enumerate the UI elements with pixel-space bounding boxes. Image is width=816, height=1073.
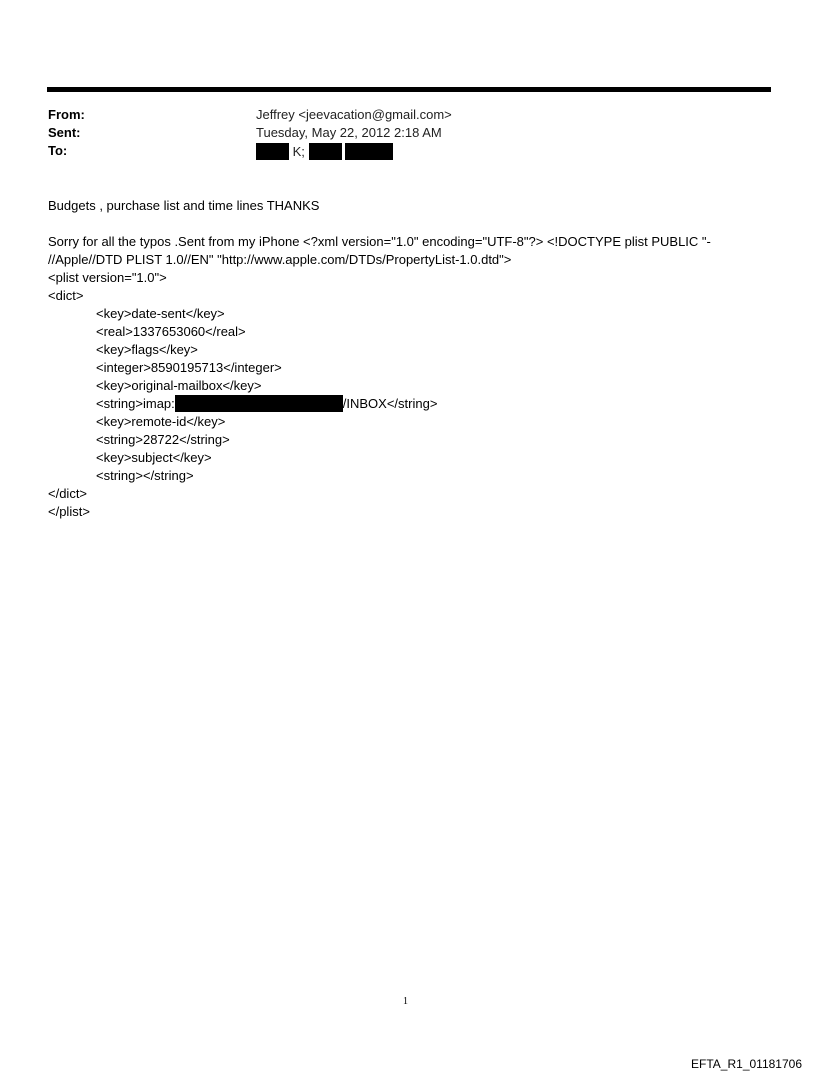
from-value: Jeffrey <jeevacation@gmail.com> bbox=[256, 107, 452, 122]
bates-number: EFTA_R1_01181706 bbox=[691, 1057, 802, 1071]
sent-value: Tuesday, May 22, 2012 2:18 AM bbox=[256, 125, 442, 140]
plist-item: <key>original-mailbox</key> bbox=[96, 378, 262, 393]
to-value bbox=[256, 143, 393, 161]
plist-item: <string>28722</string> bbox=[96, 432, 230, 447]
plist-item: <string></string> bbox=[96, 468, 194, 483]
body-line: </plist> bbox=[48, 504, 90, 519]
header-divider bbox=[47, 87, 771, 92]
redaction-block bbox=[309, 143, 342, 160]
from-label: From: bbox=[48, 107, 85, 122]
plist-item: <string>imap: bbox=[96, 396, 175, 411]
plist-item: <key>flags</key> bbox=[96, 342, 198, 357]
redaction-block bbox=[175, 395, 343, 412]
plist-item: <key>date-sent</key> bbox=[96, 306, 225, 321]
to-label: To: bbox=[48, 143, 68, 158]
to-fragment: K; bbox=[292, 144, 305, 159]
body-line: Sorry for all the typos .Sent from my iPhone <?xml version="1.0" encoding="UTF-8"?> <!DOCTYPE plist PUBLIC "- bbox=[48, 234, 711, 249]
body-line: Budgets , purchase list and time lines THANKS bbox=[48, 198, 320, 213]
plist-item: <key>subject</key> bbox=[96, 450, 212, 465]
plist-imap-line bbox=[96, 395, 437, 413]
imap-suffix: /INBOX</string> bbox=[342, 396, 438, 411]
body-line: <plist version="1.0"> bbox=[48, 270, 167, 285]
body-line: </dict> bbox=[48, 486, 88, 501]
plist-item: <real>1337653060</real> bbox=[96, 324, 246, 339]
plist-item: <integer>8590195713</integer> bbox=[96, 360, 282, 375]
redaction-block bbox=[256, 143, 289, 160]
body-line: //Apple//DTD PLIST 1.0//EN" "http://www.apple.com/DTDs/PropertyList-1.0.dtd"> bbox=[48, 252, 512, 267]
redaction-block bbox=[345, 143, 393, 160]
body-line: <dict> bbox=[48, 288, 84, 303]
sent-label: Sent: bbox=[48, 125, 81, 140]
page-number: 1 bbox=[403, 996, 408, 1007]
plist-item: <key>remote-id</key> bbox=[96, 414, 226, 429]
